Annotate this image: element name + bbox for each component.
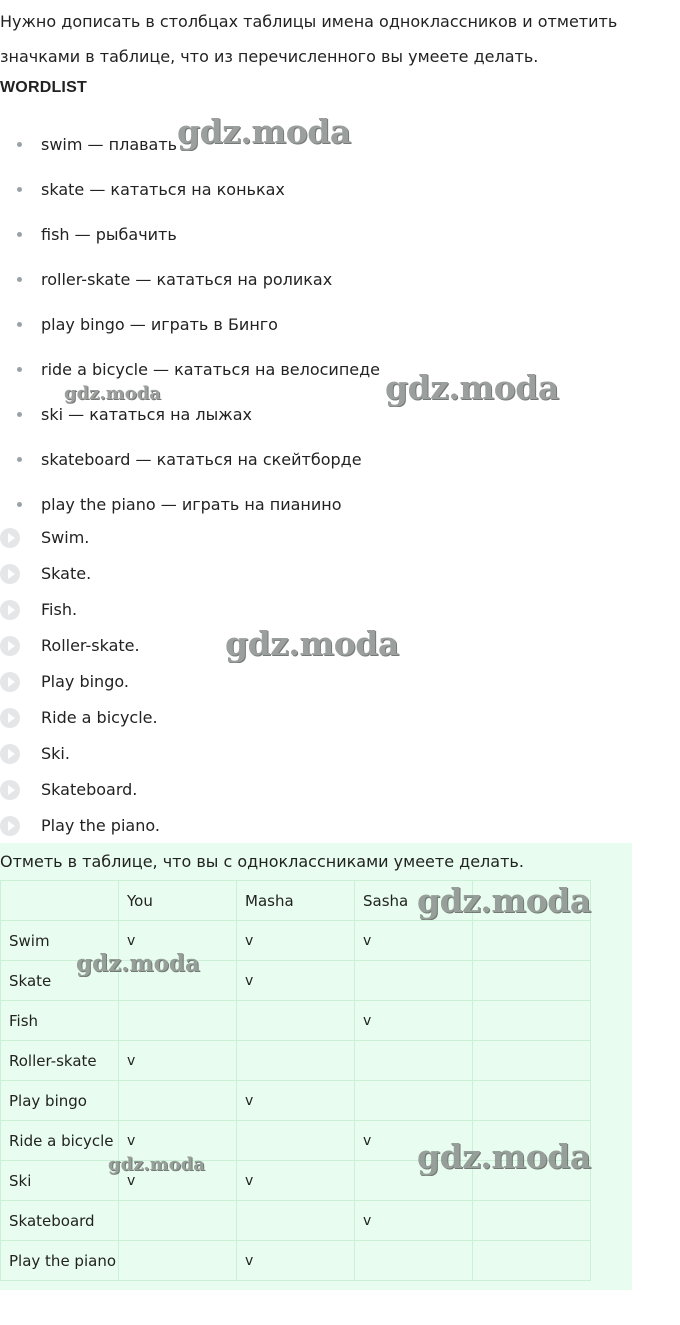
answer-item[interactable]: Ski. — [0, 736, 640, 772]
table-cell: v — [355, 1201, 473, 1241]
table-cell — [473, 1241, 591, 1281]
table-cell: v — [119, 1041, 237, 1081]
table-cell — [119, 1201, 237, 1241]
table-cell — [237, 1121, 355, 1161]
table-cell — [355, 1161, 473, 1201]
play-icon[interactable] — [0, 600, 20, 620]
table-cell — [119, 961, 237, 1001]
watermark: gdz.moda — [64, 383, 161, 404]
table-cell — [473, 1041, 591, 1081]
table-cell — [119, 1241, 237, 1281]
table-cell: v — [237, 1081, 355, 1121]
table-row-label: Fish — [1, 1001, 119, 1041]
table-cell — [119, 1001, 237, 1041]
bullet-icon — [17, 277, 22, 282]
table-cell — [237, 1201, 355, 1241]
watermark: gdz.moda — [108, 1154, 205, 1175]
list-item: ride a bicycle — кататься на велосипеде — [0, 347, 640, 392]
task-block — [0, 843, 632, 1290]
table-row — [1, 1241, 591, 1281]
watermark: gdz.moda — [76, 950, 200, 977]
table-cell: v — [119, 1161, 237, 1201]
table-cell: v — [237, 1161, 355, 1201]
table-row — [1, 1201, 591, 1241]
table-cell: v — [355, 1121, 473, 1161]
watermark: gdz.moda — [177, 112, 351, 151]
table-row-label: Play bingo — [1, 1081, 119, 1121]
bullet-icon — [17, 142, 22, 147]
table-row — [1, 1001, 591, 1041]
table-row — [1, 1121, 591, 1161]
watermark: gdz.moda — [225, 624, 399, 663]
bullet-icon — [17, 322, 22, 327]
play-icon[interactable] — [0, 744, 20, 764]
list-item: skateboard — кататься на скейтборде — [0, 437, 640, 482]
table-row — [1, 961, 591, 1001]
wordlist-heading: WORDLIST — [0, 79, 87, 96]
answer-item[interactable]: Skateboard. — [0, 772, 640, 808]
table-cell: v — [355, 921, 473, 961]
list-item: play the piano — играть на пианино — [0, 482, 640, 527]
bullet-icon — [17, 502, 22, 507]
table-header-row — [1, 881, 591, 921]
table-cell — [355, 1241, 473, 1281]
intro-text: Нужно дописать в столбцах таблицы имена одноклассников и отметить значками в таблице, что из перечисленного вы умеете делать. — [0, 12, 618, 66]
list-item: ski — кататься на лыжах — [0, 392, 640, 437]
watermark: gdz.moda — [417, 1137, 591, 1176]
table-row-label: Skateboard — [1, 1201, 119, 1241]
table-cell — [237, 1041, 355, 1081]
table-row-label: Ski — [1, 1161, 119, 1201]
table-header-cell — [1, 881, 119, 921]
answer-item[interactable]: Skate. — [0, 556, 640, 592]
table-cell: v — [355, 1001, 473, 1041]
answer-item[interactable]: Roller-skate. — [0, 628, 640, 664]
bullet-icon — [17, 187, 22, 192]
table-row — [1, 1041, 591, 1081]
bullet-icon — [17, 367, 22, 372]
skills-table — [0, 880, 591, 1281]
table-cell — [473, 921, 591, 961]
task-title: Отметь в таблице, что вы с одноклассниками умеете делать. — [0, 852, 524, 871]
table-row — [1, 1081, 591, 1121]
table-cell — [355, 1041, 473, 1081]
list-item: swim — плавать — [0, 122, 640, 167]
play-icon[interactable] — [0, 636, 20, 656]
table-cell — [355, 1081, 473, 1121]
answer-item[interactable]: Play bingo. — [0, 664, 640, 700]
answer-item[interactable]: Play the piano. — [0, 808, 640, 844]
watermark: gdz.moda — [417, 881, 591, 920]
table-cell — [237, 1001, 355, 1041]
table-row-label: Skate — [1, 961, 119, 1001]
table-row — [1, 1161, 591, 1201]
table-cell — [473, 1201, 591, 1241]
wordlist — [0, 122, 640, 527]
table-cell — [473, 961, 591, 1001]
table-header-cell — [473, 881, 591, 921]
table-cell — [355, 961, 473, 1001]
play-icon[interactable] — [0, 528, 20, 548]
play-icon[interactable] — [0, 780, 20, 800]
list-item: roller-skate — кататься на роликах — [0, 257, 640, 302]
table-cell: v — [237, 1241, 355, 1281]
table-cell: v — [119, 921, 237, 961]
watermark: gdz.moda — [385, 368, 559, 407]
answer-item[interactable]: Fish. — [0, 592, 640, 628]
table-row-label: Ride a bicycle — [1, 1121, 119, 1161]
table-row — [1, 921, 591, 961]
list-item: skate — кататься на коньках — [0, 167, 640, 212]
bullet-icon — [17, 232, 22, 237]
table-row-label: Play the piano — [1, 1241, 119, 1281]
table-header-cell: You — [119, 881, 237, 921]
play-icon[interactable] — [0, 672, 20, 692]
list-item: play bingo — играть в Бинго — [0, 302, 640, 347]
table-cell — [473, 1001, 591, 1041]
list-item: fish — рыбачить — [0, 212, 640, 257]
table-cell: v — [119, 1121, 237, 1161]
answer-list — [0, 520, 640, 844]
answer-item[interactable]: Swim. — [0, 520, 640, 556]
play-icon[interactable] — [0, 816, 20, 836]
table-cell — [473, 1161, 591, 1201]
table-header-cell: Masha — [237, 881, 355, 921]
table-cell: v — [237, 921, 355, 961]
bullet-icon — [17, 457, 22, 462]
table-cell — [119, 1081, 237, 1121]
play-icon[interactable] — [0, 708, 20, 728]
table-header-cell: Sasha — [355, 881, 473, 921]
table-cell — [473, 1081, 591, 1121]
table-row-label: Swim — [1, 921, 119, 961]
bullet-icon — [17, 412, 22, 417]
play-icon[interactable] — [0, 564, 20, 584]
table-row-label: Roller-skate — [1, 1041, 119, 1081]
table-cell: v — [237, 961, 355, 1001]
table-cell — [473, 1121, 591, 1161]
answer-item[interactable]: Ride a bicycle. — [0, 700, 640, 736]
